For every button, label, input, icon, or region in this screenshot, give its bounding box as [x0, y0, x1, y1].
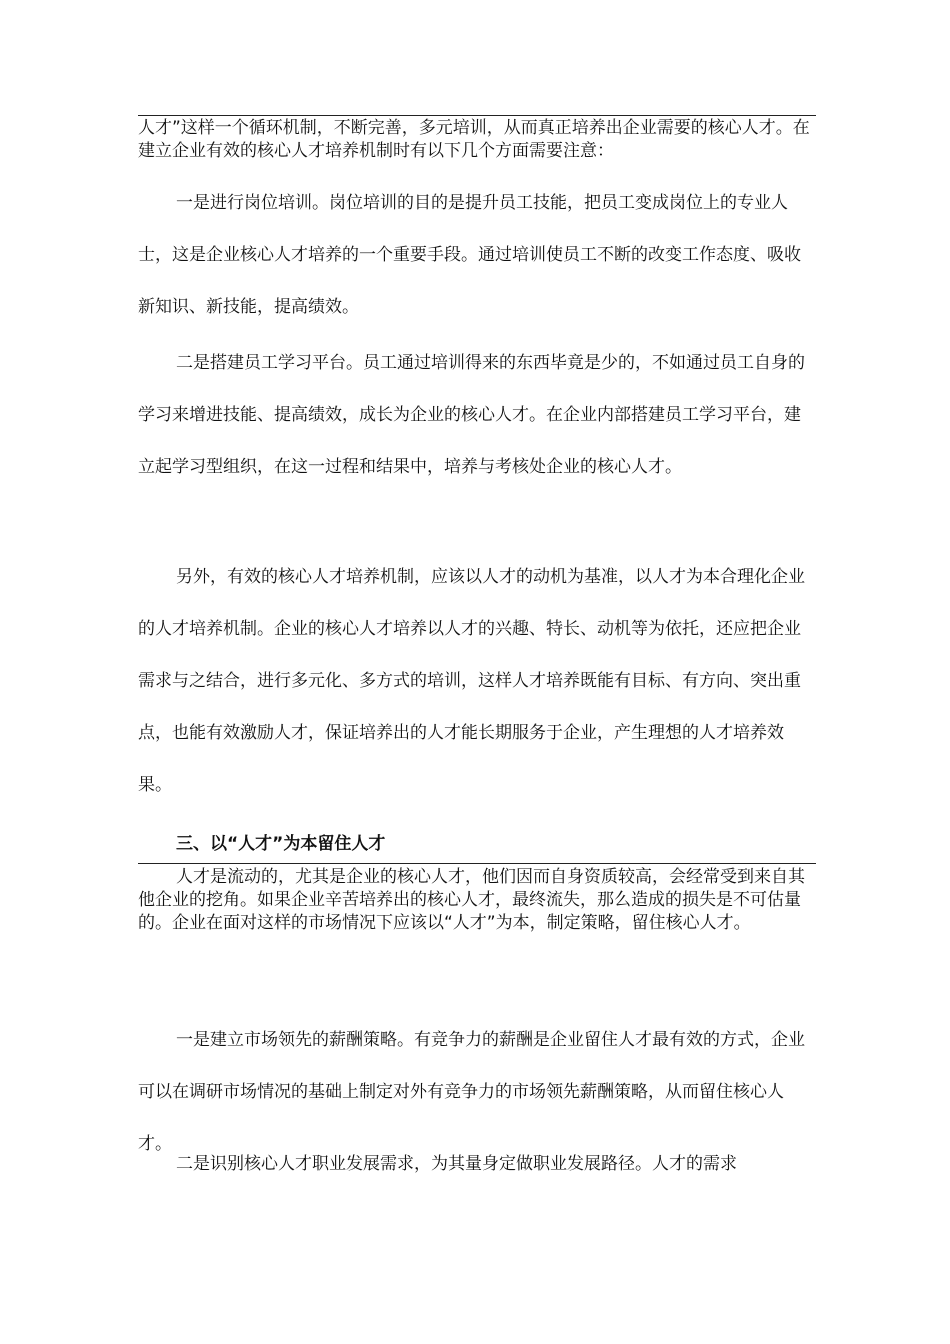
paragraph-salary-strategy: 一是建立市场领先的薪酬策略。有竞争力的薪酬是企业留住人才最有效的方式，企业可以在调研市场情况的基础上制定对外有竞争力的市场领先薪酬策略，从而留住核心人才。 [138, 1030, 805, 1154]
paragraph-additionally: 另外，有效的核心人才培养机制，应该以人才的动机为基准，以人才为本合理化企业的人才培养机制。企业的核心人才培养以人才的兴趣、特长、动机等为依托，还应把企业需求与之结合，进行多元化、多方式的培训，这样人才培养既能有目标、有方向、突出重点，也能有效激励人才，保证培养出的人才能长期服务于企业，产生理想的人才培养效果。 [138, 567, 805, 795]
paragraph-job-training: 一是进行岗位培训。岗位培训的目的是提升员工技能，把员工变成岗位上的专业人士，这是企业核心人才培养的一个重要手段。通过培训使员工不断的改变工作态度、吸收新知识、新技能，提高绩效。 [138, 193, 801, 317]
paragraph-talent-mobility: 人才是流动的，尤其是企业的核心人才，他们因而自身资质较高，会经常受到来自其他企业的挖角。如果企业辛苦培养出的核心人才，最终流失，那么造成的损失是不可估量的。企业在面对这样的市场情况下应该以“人才”为本，制定策略，留住核心人才。 [138, 867, 805, 933]
paragraph-learning-platform: 二是搭建员工学习平台。员工通过培训得来的东西毕竟是少的，不如通过员工自身的学习来增进技能、提高绩效，成长为企业的核心人才。在企业内部搭建员工学习平台，建立起学习型组织，在这一过程和结果中，培养与考核处企业的核心人才。 [138, 353, 805, 477]
top-rule [138, 115, 816, 116]
paragraph-career-development: 二是识别核心人才职业发展需求，为其量身定做职业发展路径。人才的需求 [176, 1154, 737, 1174]
paragraph-continuation: 人才”这样一个循环机制，不断完善，多元培训，从而真正培养出企业需要的核心人才。在建立企业有效的核心人才培养机制时有以下几个方面需要注意： [138, 118, 810, 161]
section-rule [138, 863, 816, 864]
section-heading-3: 三、以“人才”为本留住人才 [176, 834, 386, 854]
